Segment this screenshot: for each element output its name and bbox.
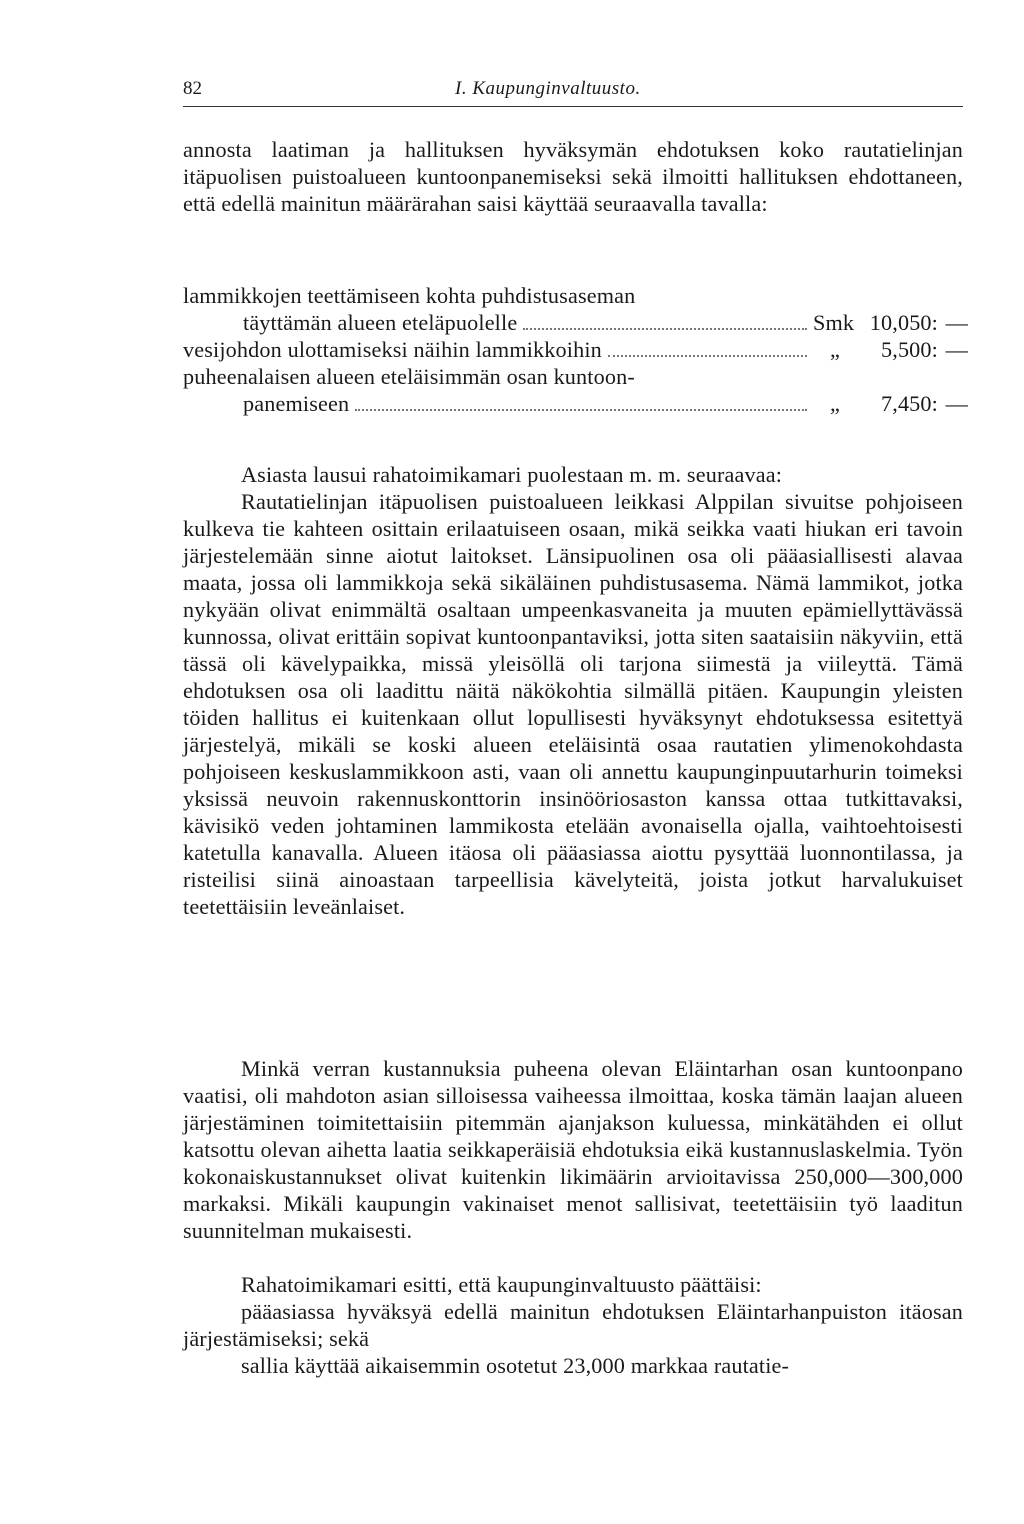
paragraph-rahatoimikamari: Rahatoimikamari esitti, että kaupunginvaltuusto päättäisi: [241,1272,762,1297]
cost-item-currency: „ [830,391,840,416]
paragraph-rautatielinjan: Rautatielinjan itäpuolisen puistoalueen leikkasi Alppilan sivuitse pohjoiseen kulkeva tie kahteen osittain erilaatuiseen osaan, mikä seikka vaati hiukan eri tavoin järjestelemään sinne aiotut laitokset. Länsipuolinen osa oli pääasiallisesti alavaa maata, jossa oli lammikkoja sekä sikäläinen puhdistusasema. Nämä lammikot, jotka nykyään olivat enimmältä osaltaan umpeenkasvaneita ja muuten epämiellyttävässä kunnossa, olivat erittäin sopivat kuntoonpantaviksi, jotta siten saataisiin näkyviin, että tässä oli kävelypaikka, missä yleisöllä oli tarjona siimestä ja viileyttä. Tämä ehdotuksen osa oli laadittu näitä näkökohtia silmällä pitäen. Kaupungin yleisten töiden hallitus ei kuitenkaan ollut lopullisesti hyväksynyt ehdotuksessa esitettyä järjestelyä, mikäli se koski alueen eteläisintä osaa rautatien ylimenokohdasta pohjoiseen keskuslammikkoon asti, vaan oli annettu kaupunginpuutarhurin toimeksi yksissä neuvoin rakennuskonttorin insinööriosaston kanssa ottaa tutkittavaksi, kävisikö veden johtaminen lammikosta etelään avonaisella ojalla, vaihtoehtoisesti katetulla kanavalla. Alueen itäosa oli pääasiassa aiottu pysyttää luonnontilassa, ja risteilisi siinä ainoastaan tarpeellisia kävelyteitä, joista jotkut harvalukuiset teetettäisiin leveänlaiset. [183,489,963,919]
cost-item-label: panemiseen [243,391,350,416]
cost-item-first-line: lammikkojen teettämiseen kohta puhdistusaseman [183,283,636,308]
cost-item-label: vesijohdon ulottamiseksi näihin lammikkoihin [183,337,602,362]
paragraph-sallia: sallia käyttää aikaisemmin osotetut 23,000 markkaa rautatie- [241,1353,790,1378]
cost-item-amount: 5,500: [881,337,938,362]
dot-leader [608,355,807,357]
cost-item [183,282,968,309]
cost-item [183,363,968,390]
cost-item-row [243,309,968,336]
cost-item-currency: „ [830,337,840,362]
dot-leader [523,328,807,330]
page-number: 82 [183,78,202,99]
cost-item-currency: Smk [813,310,855,335]
cost-item-row [183,336,968,363]
paragraph-asiasta: Asiasta lausui rahatoimikamari puolestaan m. m. seuraavaa: [241,462,783,487]
cost-item-label: täyttämän alueen eteläpuolelle [243,310,518,335]
cost-item-first-line: puheenalaisen alueen eteläisimmän osan kuntoon- [183,364,635,389]
page-header [183,76,963,107]
paragraph-minka: Minkä verran kustannuksia puheena olevan Eläintarhan osan kuntoonpano vaatisi, oli mahdoton asian silloisessa vaiheessa ilmoittaa, koska tämän laajan alueen järjestäminen toimitettaisiin pitemmän ajanjakson kuluessa, minkätähden ei ollut katsottu olevan aihetta laatia seikkaperäisiä ehdotuksia eikä kustannuslaskelmia. Työn kokonaiskustannukset olivat kuitenkin likimäärin arvioitavissa 250,000—300,000 markaksi. Mikäli kaupungin vakinaiset menot sallisivat, teetettäisiin työ laaditun suunnitelman mukaisesti. [183,1056,963,1243]
cost-item-dash: — [945,391,968,416]
cost-item-amount: 7,450: [881,391,938,416]
cost-item-amount: 10,050: [869,310,938,335]
cost-item-dash: — [945,310,968,335]
cost-item-dash: — [945,337,968,362]
intro-paragraph: annosta laatiman ja hallituksen hyväksymän ehdotuksen koko rautatielinjan itäpuolisen puistoalueen kuntoonpanemiseksi sekä ilmoitti hallituksen ehdottaneen, että edellä mainitun määrärahan saisi käyttää seuraavalla tavalla: [183,137,963,216]
cost-item-row [243,390,968,417]
running-head: I. Kaupunginvaltuusto. [455,78,641,99]
dot-leader [355,409,807,411]
paragraph-paaasiassa: pääasiassa hyväksyä edellä mainitun ehdotuksen Eläintarhanpuiston itäosan järjestämiseksi; sekä [183,1299,963,1351]
